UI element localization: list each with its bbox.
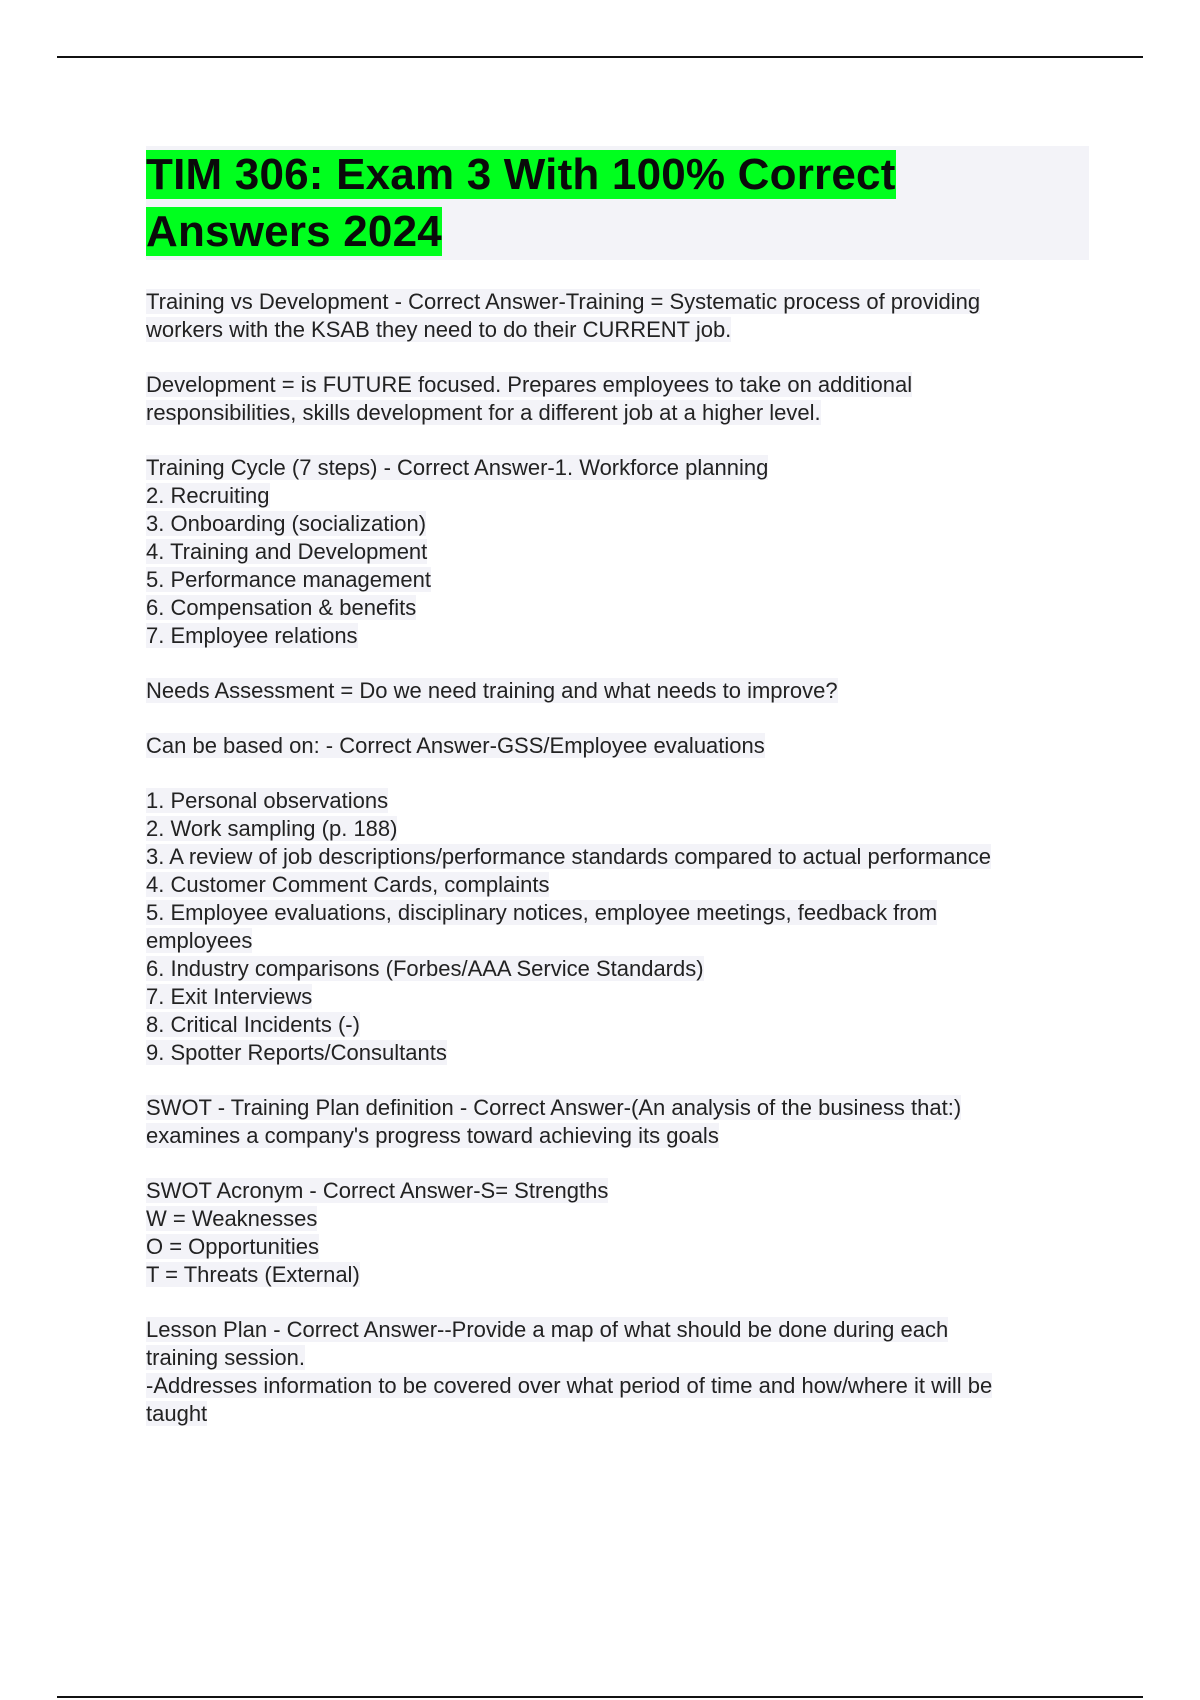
text-line-content: 2. Recruiting — [146, 483, 270, 508]
text-line-content: O = Opportunities — [146, 1234, 320, 1259]
paragraph — [146, 732, 1089, 760]
text-line-content: 1. Personal observations — [146, 788, 389, 813]
text-line — [146, 566, 1089, 594]
text-line — [146, 1400, 1089, 1428]
text-line — [146, 1122, 1089, 1150]
paragraph — [146, 371, 1089, 427]
text-line — [146, 594, 1089, 622]
text-line — [146, 815, 1089, 843]
paragraph — [146, 677, 1089, 705]
text-line-content: 3. A review of job descriptions/performance standards compared to actual performance — [146, 844, 992, 869]
title-line-1: TIM 306: Exam 3 With 100% Correct — [146, 150, 896, 199]
title-block — [146, 146, 1089, 260]
text-line-content: SWOT - Training Plan definition - Correct Answer-(An analysis of the business that:) — [146, 1095, 962, 1120]
text-line-content: training session. — [146, 1345, 305, 1370]
text-line — [146, 677, 1089, 705]
text-line-content: 2. Work sampling (p. 188) — [146, 816, 398, 841]
text-line — [146, 510, 1089, 538]
title-line-2: Answers 2024 — [146, 207, 442, 256]
text-line — [146, 316, 1089, 344]
text-line-content: 6. Compensation & benefits — [146, 595, 417, 620]
text-line — [146, 843, 1089, 871]
paragraph — [146, 454, 1089, 650]
text-line-content: examines a company's progress toward achieving its goals — [146, 1123, 719, 1148]
text-line-content: taught — [146, 1401, 208, 1426]
text-line — [146, 1316, 1089, 1344]
text-line — [146, 1011, 1089, 1039]
text-line-content: -Addresses information to be covered over what period of time and how/where it will be — [146, 1373, 993, 1398]
document-title — [146, 146, 1089, 260]
text-line-content: 6. Industry comparisons (Forbes/AAA Service Standards) — [146, 956, 704, 981]
text-line-content: 5. Employee evaluations, disciplinary notices, employee meetings, feedback from — [146, 900, 938, 925]
text-line — [146, 899, 1089, 927]
text-line — [146, 1344, 1089, 1372]
text-line-content: Needs Assessment = Do we need training and what needs to improve? — [146, 678, 838, 703]
text-line-content: 7. Exit Interviews — [146, 984, 313, 1009]
text-line-content: 4. Training and Development — [146, 539, 428, 564]
text-line — [146, 871, 1089, 899]
text-line — [146, 927, 1089, 955]
text-line — [146, 622, 1089, 650]
text-line — [146, 454, 1089, 482]
text-line — [146, 787, 1089, 815]
paragraph — [146, 1177, 1089, 1289]
text-line-content: workers with the KSAB they need to do their CURRENT job. — [146, 317, 732, 342]
text-line — [146, 482, 1089, 510]
text-line — [146, 1094, 1089, 1122]
text-line-content: 7. Employee relations — [146, 623, 358, 648]
text-line-content: 3. Onboarding (socialization) — [146, 511, 427, 536]
paragraph — [146, 787, 1089, 1067]
text-line — [146, 371, 1089, 399]
text-line-content: T = Threats (External) — [146, 1262, 360, 1287]
document-body — [146, 146, 1089, 1455]
text-line — [146, 538, 1089, 566]
text-line-content: 9. Spotter Reports/Consultants — [146, 1040, 447, 1065]
text-line — [146, 1177, 1089, 1205]
paragraph — [146, 288, 1089, 344]
text-line — [146, 399, 1089, 427]
text-line-content: Training vs Development - Correct Answer-Training = Systematic process of providing — [146, 289, 981, 314]
text-line — [146, 983, 1089, 1011]
text-line-content: employees — [146, 928, 253, 953]
top-rule — [57, 56, 1143, 58]
text-line — [146, 1233, 1089, 1261]
text-line-content: W = Weaknesses — [146, 1206, 318, 1231]
text-line — [146, 1372, 1089, 1400]
text-line — [146, 1261, 1089, 1289]
text-line — [146, 955, 1089, 983]
text-line-content: 5. Performance management — [146, 567, 431, 592]
paragraph — [146, 1316, 1089, 1428]
bottom-rule — [57, 1696, 1143, 1698]
text-line — [146, 288, 1089, 316]
text-line-content: Can be based on: - Correct Answer-GSS/Employee evaluations — [146, 733, 765, 758]
text-line-content: Training Cycle (7 steps) - Correct Answer-1. Workforce planning — [146, 455, 769, 480]
text-line-content: 4. Customer Comment Cards, complaints — [146, 872, 550, 897]
text-line-content: Development = is FUTURE focused. Prepares employees to take on additional — [146, 372, 913, 397]
text-line-content: SWOT Acronym - Correct Answer-S= Strengths — [146, 1178, 609, 1203]
text-line-content: responsibilities, skills development for a different job at a higher level. — [146, 400, 821, 425]
text-line — [146, 732, 1089, 760]
text-line — [146, 1039, 1089, 1067]
paragraph-list — [146, 288, 1089, 1428]
paragraph — [146, 1094, 1089, 1150]
text-line-content: Lesson Plan - Correct Answer--Provide a map of what should be done during each — [146, 1317, 949, 1342]
text-line-content: 8. Critical Incidents (-) — [146, 1012, 360, 1037]
text-line — [146, 1205, 1089, 1233]
